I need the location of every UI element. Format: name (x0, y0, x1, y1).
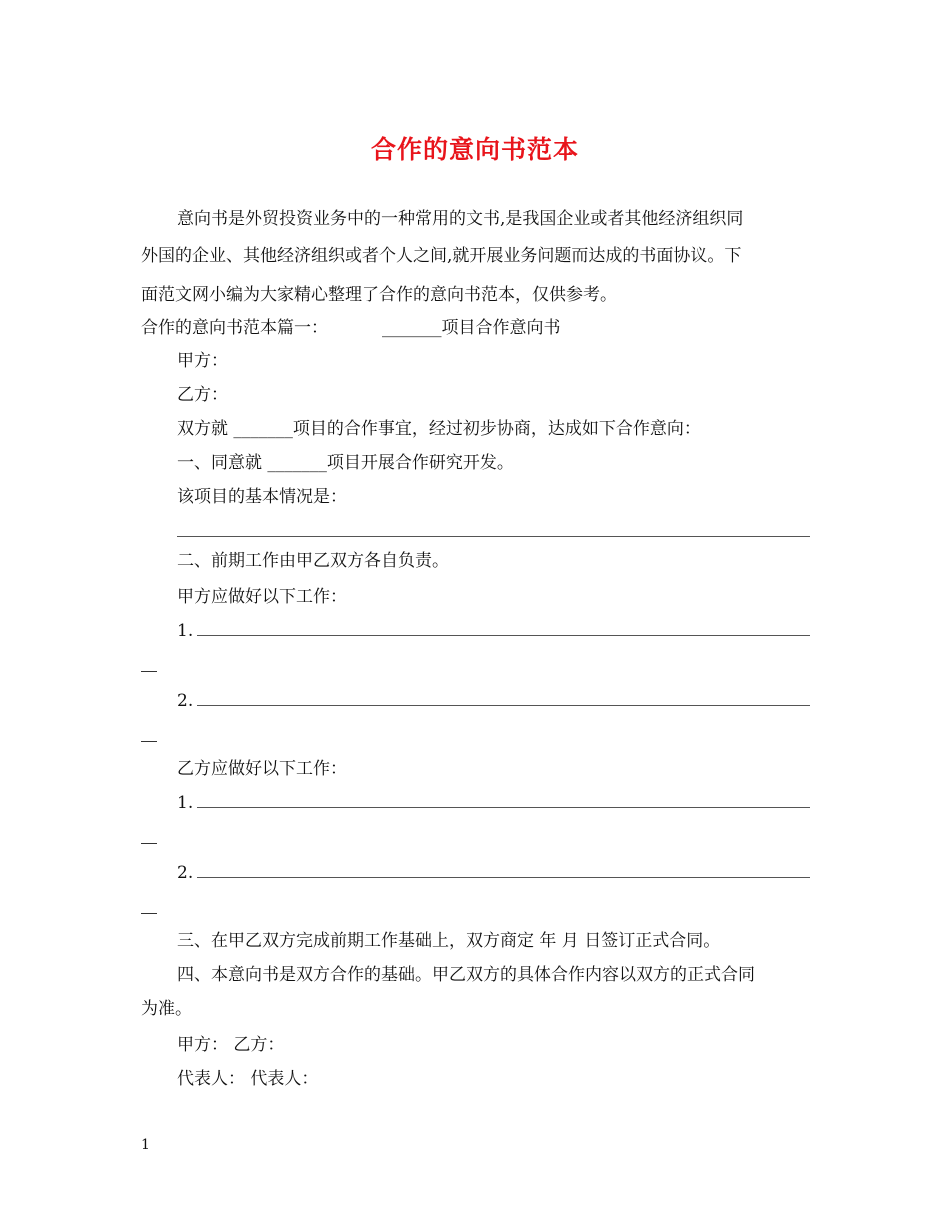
party-b-item-1-number: 1. (177, 793, 194, 813)
paragraph-agree: 双方就 _______项目的合作事宜，经过初步协商，达成如下合作意向： (177, 419, 701, 439)
clause-two: 二、前期工作由甲乙双方各自负责。 (177, 551, 449, 571)
party-b-item-2-number: 2. (177, 863, 194, 883)
basic-info-label: 该项目的基本情况是： (177, 487, 347, 507)
party-b-label: 乙方： (177, 385, 228, 405)
party-b-item-1-continuation (141, 843, 157, 844)
party-a-item-1-blank (197, 635, 810, 636)
intro-line-2: 外国的企业、其他经济组织或者个人之间,就开展业务问题而达成的书面协议。下 (141, 246, 742, 266)
party-b-item-2-continuation (141, 913, 157, 914)
intro-line-1: 意向书是外贸投资业务中的一种常用的文书,是我国企业或者其他经济组织同 (177, 209, 744, 229)
signature-representatives: 代表人： 代表人： (177, 1069, 319, 1089)
clause-four-line-1: 四、本意向书是双方合作的基础。甲乙双方的具体合作内容以双方的正式合同 (177, 965, 755, 985)
intro-line-3: 面范文网小编为大家精心整理了合作的意向书范本，仅供参考。 (141, 285, 617, 305)
party-a-item-2-blank (197, 705, 810, 706)
clause-four-line-2: 为准。 (141, 999, 192, 1019)
clause-one: 一、同意就 _______项目开展合作研究开发。 (177, 453, 514, 473)
party-a-item-1-continuation (141, 671, 157, 672)
party-b-item-2-blank (197, 877, 810, 878)
section-title: _______项目合作意向书 (382, 318, 561, 338)
section-label: 合作的意向书范本篇一： (141, 318, 328, 338)
party-a-label: 甲方： (177, 351, 228, 371)
signature-parties: 甲方： 乙方： (177, 1035, 285, 1055)
party-a-work-label: 甲方应做好以下工作： (177, 587, 347, 607)
clause-three: 三、在甲乙双方完成前期工作基础上，双方商定 年 月 日签订正式合同。 (177, 931, 721, 951)
basic-info-blank-line (177, 536, 810, 537)
party-a-item-2-number: 2. (177, 691, 194, 711)
party-b-work-label: 乙方应做好以下工作： (177, 759, 347, 779)
document-title: 合作的意向书范本 (370, 135, 579, 164)
page-number: 1 (141, 1137, 150, 1153)
party-a-item-2-continuation (141, 741, 157, 742)
party-b-item-1-blank (197, 807, 810, 808)
party-a-item-1-number: 1. (177, 621, 194, 641)
